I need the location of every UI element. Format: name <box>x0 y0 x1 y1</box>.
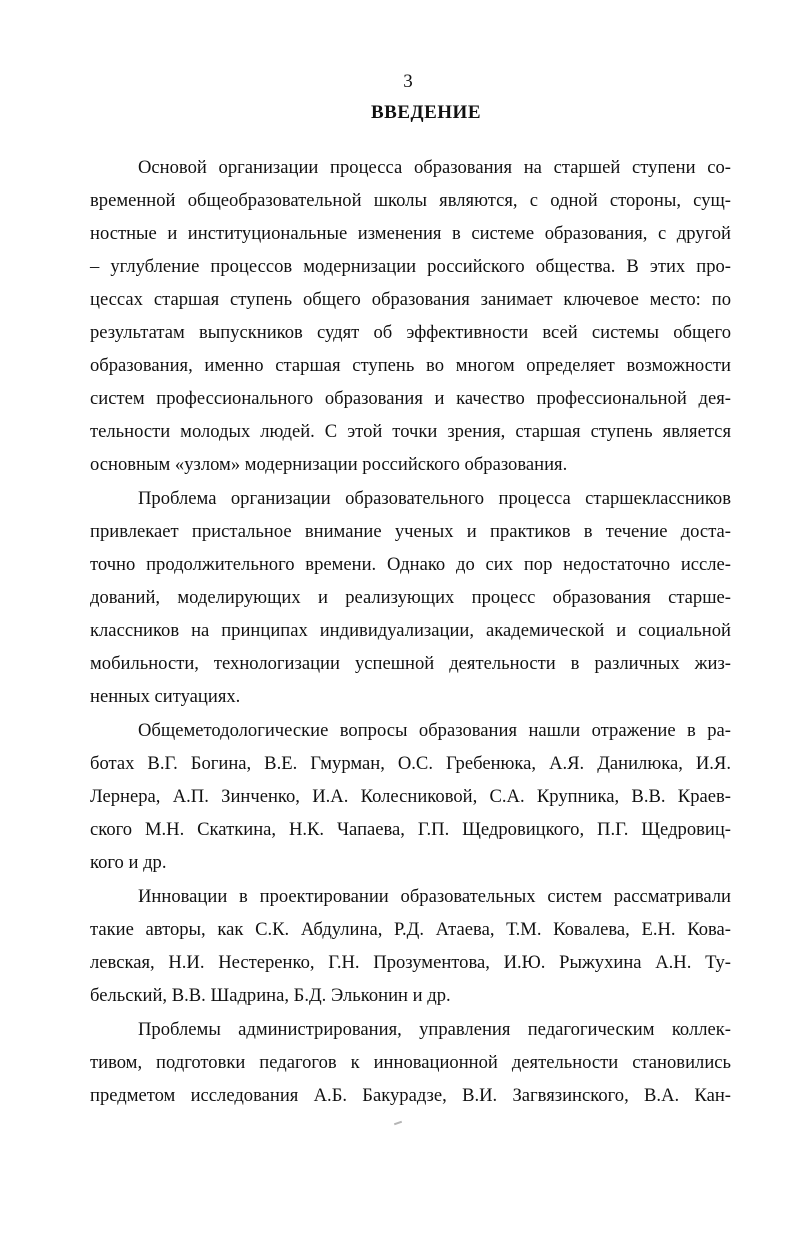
text-line: Лернера, А.П. Зинченко, И.А. Колесниковой, С.А. Крупника, В.В. Краев- <box>90 786 731 807</box>
text-line: Инновации в проектировании образовательных систем рассматривали <box>138 886 731 907</box>
text-line: предметом исследования А.Б. Бакурадзе, В.И. Загвязинского, В.А. Кан- <box>90 1085 731 1106</box>
text-line: ского М.Н. Скаткина, Н.К. Чапаева, Г.П. Щедровицкого, П.Г. Щедровиц- <box>90 819 731 840</box>
text-line: Проблема организации образовательного процесса старшеклассников <box>138 488 731 509</box>
text-line: привлекает пристальное внимание ученых и практиков в течение доста- <box>90 521 731 542</box>
text-line: основным «узлом» модернизации российского образования. <box>90 454 568 475</box>
text-line: мобильности, технологизации успешной деятельности в различных жиз- <box>90 653 731 674</box>
text-line: ненных ситуациях. <box>90 686 241 707</box>
text-line: кого и др. <box>90 852 167 873</box>
scan-speck <box>394 1121 402 1126</box>
text-line: результатам выпускников судят об эффективности всей системы общего <box>90 322 731 343</box>
text-line: систем профессионального образования и качество профессиональной дея- <box>90 388 731 409</box>
text-line: классников на принципах индивидуализации, академической и социальной <box>90 620 731 641</box>
text-line: Проблемы администрирования, управления педагогическим коллек- <box>138 1019 731 1040</box>
text-line: временной общеобразовательной школы являются, с одной стороны, сущ- <box>90 190 731 211</box>
text-line: цессах старшая ступень общего образования занимает ключевое место: по <box>90 289 731 310</box>
text-line: левская, Н.И. Нестеренко, Г.Н. Прозументова, И.Ю. Рыжухина А.Н. Ту- <box>90 952 731 973</box>
section-heading: ВВЕДЕНИЕ <box>371 102 481 123</box>
text-line: бельский, В.В. Шадрина, Б.Д. Эльконин и др. <box>90 985 451 1006</box>
text-line: ностные и институциональные изменения в системе образования, с другой <box>90 223 731 244</box>
text-line: тельности молодых людей. С этой точки зрения, старшая ступень является <box>90 421 731 442</box>
text-line: тивом, подготовки педагогов к инновационной деятельности становились <box>90 1052 731 1073</box>
text-line: Общеметодологические вопросы образования нашли отражение в ра- <box>138 720 731 741</box>
text-line: Основой организации процесса образования на старшей ступени со- <box>138 157 731 178</box>
text-line: такие авторы, как С.К. Абдулина, Р.Д. Атаева, Т.М. Ковалева, Е.Н. Кова- <box>90 919 731 940</box>
text-line: – углубление процессов модернизации российского общества. В этих про- <box>90 256 731 277</box>
page-number: 3 <box>403 71 413 92</box>
text-line: точно продолжительного времени. Однако до сих пор недостаточно иссле- <box>90 554 731 575</box>
text-line: образования, именно старшая ступень во многом определяет возможности <box>90 355 731 376</box>
text-line: дований, моделирующих и реализующих процесс образования старше- <box>90 587 731 608</box>
text-line: ботах В.Г. Богина, В.Е. Гмурман, О.С. Гребенюка, А.Я. Данилюка, И.Я. <box>90 753 731 774</box>
